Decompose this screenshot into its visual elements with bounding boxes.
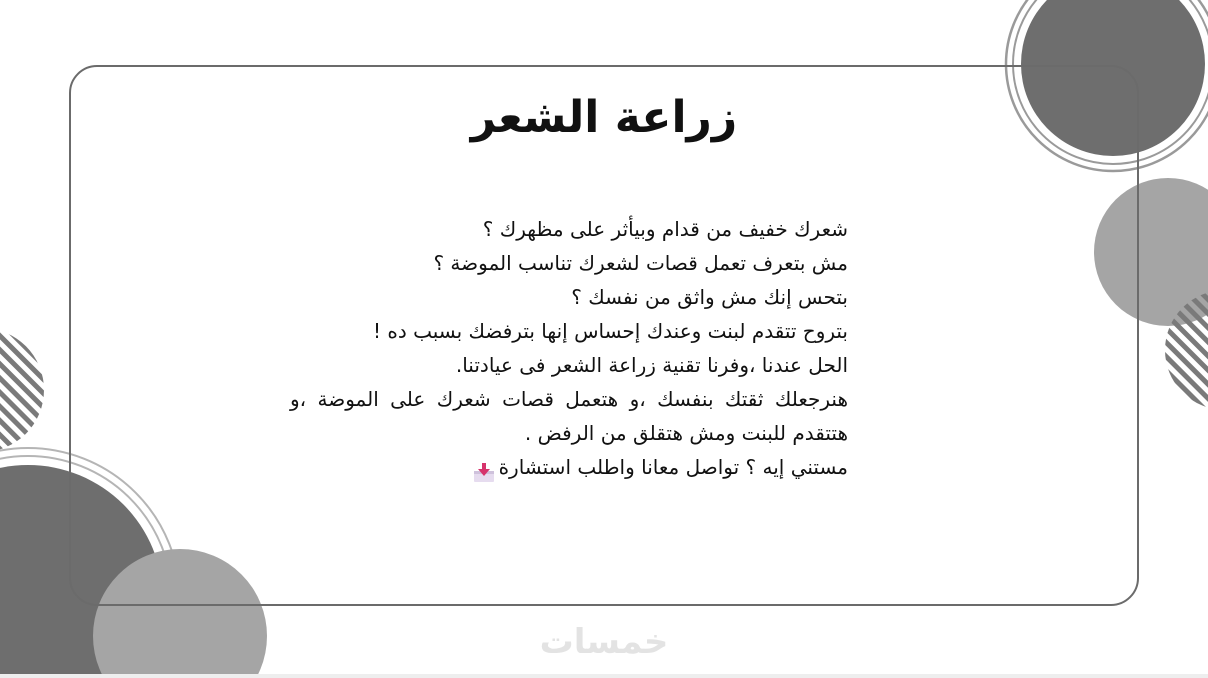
body-line: مش بتعرف تعمل قصات لشعرك تناسب الموضة ؟ bbox=[433, 251, 848, 275]
footer-divider bbox=[0, 674, 1208, 678]
body-line: بتحس إنك مش واثق من نفسك ؟ bbox=[571, 285, 848, 309]
slide-title: زراعة الشعر bbox=[470, 92, 738, 143]
body-line: الحل عندنا ،وفرنا تقنية زراعة الشعر فى عيادتنا. bbox=[455, 353, 848, 377]
body-line: بتروح تتقدم لبنت وعندك إحساس إنها بترفضك بسبب ده ! bbox=[372, 319, 848, 343]
watermark-logo: خمسات bbox=[539, 622, 669, 662]
cta-text: مستني إيه ؟ تواصل معانا واطلب استشارة bbox=[498, 455, 848, 479]
right-striped-circle bbox=[1165, 290, 1208, 410]
body-line: شعرك خفيف من قدام وبيأثر على مظهرك ؟ bbox=[482, 217, 848, 241]
inbox-tray-icon bbox=[473, 459, 495, 479]
slide-body bbox=[290, 212, 848, 484]
cta-line bbox=[290, 450, 848, 484]
body-line: هنرجعلك ثقتك بنفسك ،و هتعمل قصات شعرك على الموضة ،و هتتقدم للبنت ومش هتقلق من الرفض . bbox=[290, 387, 848, 445]
left-striped-circle bbox=[0, 328, 44, 452]
